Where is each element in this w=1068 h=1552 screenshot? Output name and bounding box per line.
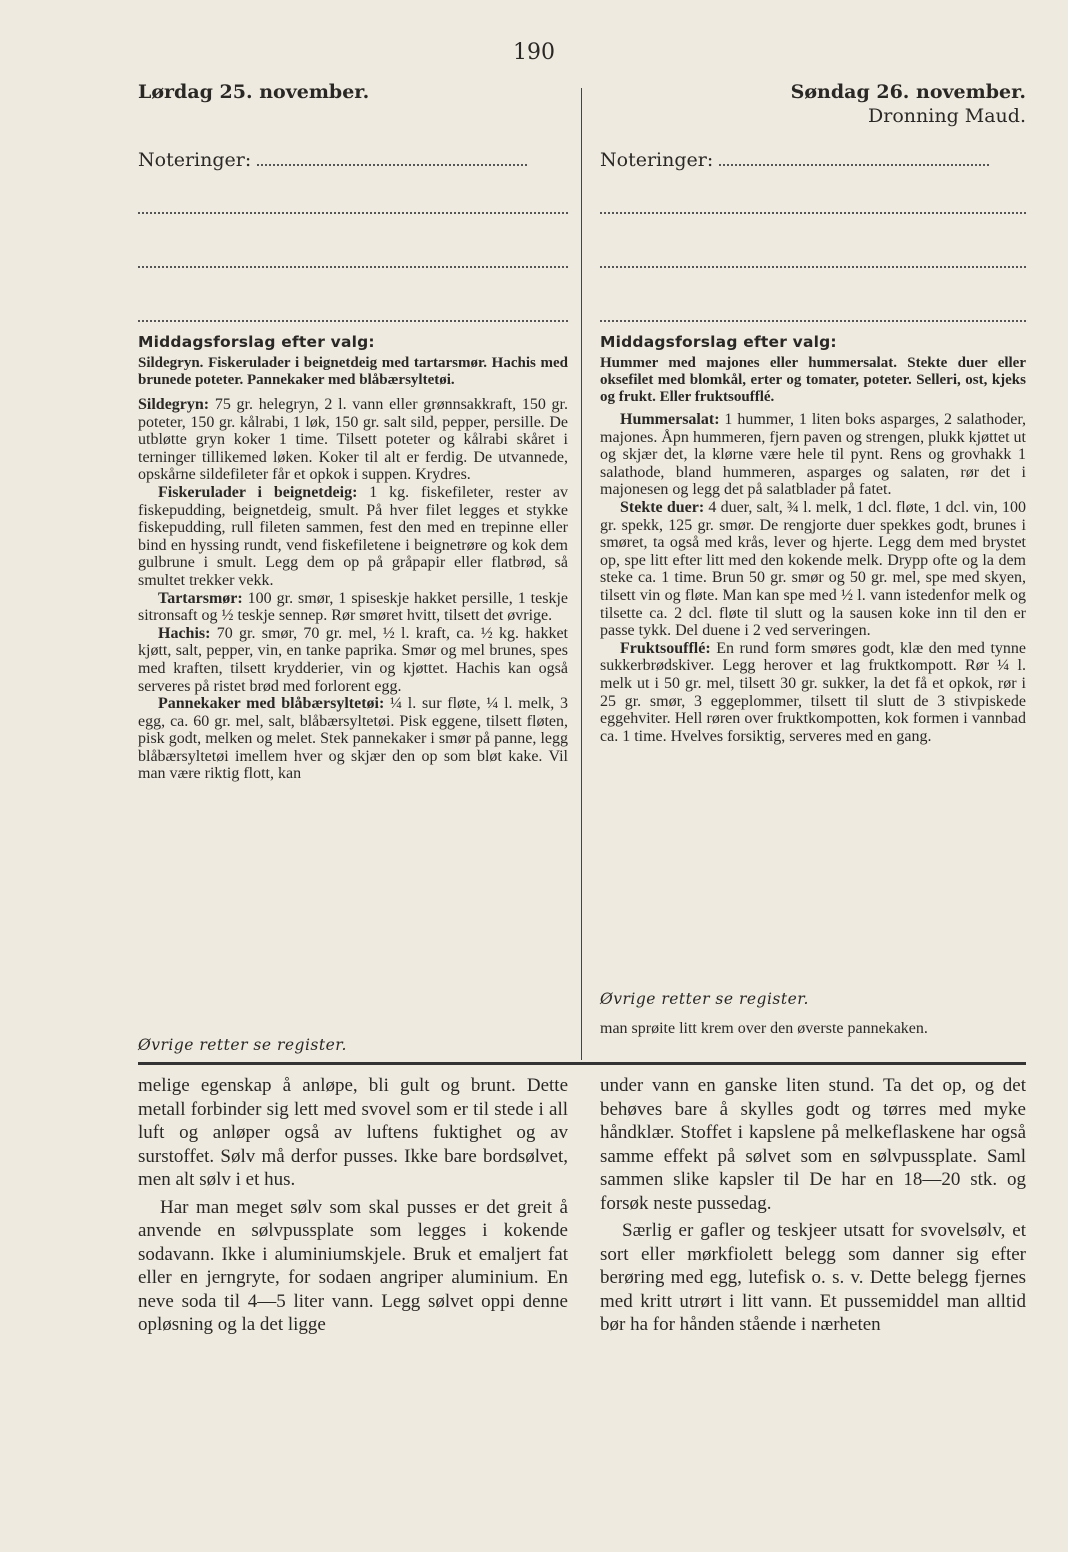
left-dinner-suggestions <box>138 332 568 783</box>
right-suggestion-text: Hummer med majones eller hummersalat. Stekte duer eller oksefilet med blomkål, erter og tomater, poteter. Selleri, ost, kjeks og frukt. Eller fruktsoufflé. <box>600 355 1026 405</box>
right-article <box>600 1074 1026 1337</box>
right-recipes <box>600 411 1026 745</box>
right-continuation-text: man sprøite litt krem over den øverste pannekaken. <box>600 1020 928 1037</box>
recipe: Fruktsoufflé: En rund form smøres godt, klæ den med tynne sukkerbrødskiver. Legg herover et lag fruktkompott. Rør ¼ l. melk ut i 50 gr. mel, tilsett 30 gr. sukker, la det få et opkok, rør i 25 gr. smør, 3 eggeplommer, tilsett til slutt de 3 stivpiskede eggehviter. Hell røren over fruktkompotten, kok formen i vannbad ca. 1 time. Hvelves forsiktig, serveres med en gang. <box>600 639 1026 745</box>
article-paragraph: under vann en ganske liten stund. Ta det op, og det behøves bare å skylles godt og tørres med myke håndklær. Stoffet i kapslene på melkeflaskene har også samme effekt på sølvet som en sølvpussplate. Saml sammen slike kapsler til De har en 18—20 stk. og forsøk neste pussedag. <box>600 1075 1026 1214</box>
left-recipes <box>138 396 568 783</box>
recipe: Sildegryn: 75 gr. helegryn, 2 l. vann eller grønnsakkraft, 150 gr. poteter, 150 gr. kålrabi, 1 løk, 150 gr. salt sild, pepper, persille. De utbløtte gryn koker 1 time. Tilsett poteter og kålrabi skåret i terninger tillikemed løken. Koker til alt er ferdig. De utvannede, opskårne sildefileter får et opkok i suppen. Krydres. <box>138 396 568 484</box>
left-header <box>138 80 568 104</box>
left-notes <box>138 148 568 322</box>
recipe: Hummersalat: 1 hummer, 1 liten boks asparges, 2 salathoder, majones. Åpn hummeren, fjern paven og strengen, plukk kjøttet ut og skjær det, la klørne være hele til pynt. Rens og grovhakk 1 salathode, bland hummeren, asparges og salaten, rør det i majonesen og legg det på salatblader på fatet. <box>600 411 1026 499</box>
article-paragraph: Har man meget sølv som skal pusses er det greit å anvende en sølvpussplate som legges i kokende sodavann. Ikke i aluminiumskjele. Bruk et emaljert fat eller en jerngryte, for sodaen angriper aluminium. En neve soda til 4—5 liter vann. Legg sølvet oppi denne opløsning og la det ligge <box>138 1196 568 1335</box>
article-paragraph: melige egenskap å anløpe, bli gult og brunt. Dette metall forbinder sig lett med svovel som er til stede i all luft og anløper også av luftens fuktighet og av surstoffet. Sølv må derfor pusses. Ikke bare bordsølvet, men alt sølv i et hus. <box>138 1075 568 1190</box>
recipe: Tartarsmør: 100 gr. smør, 1 spiseskje hakket persille, 1 teskje sitronsaft og ½ teskje sennep. Rør smøret hvitt, tilsett det øvrige. <box>138 589 568 625</box>
left-notes-line <box>138 266 568 268</box>
left-other-dishes <box>138 1036 568 1054</box>
recipe: Stekte duer: 4 duer, salt, ¾ l. melk, 1 dcl. fløte, 1 dcl. vin, 100 gr. spekk, 125 gr. smør. De rengjorte duer spekkes godt, brunes i smøret, ta også med krås, lever og hjerte. Legg dem med brystet op, spe litt efter litt med den kokende melk. Drypp ofte og la dem steke ca. 1 time. Brun 50 gr. smør og 50 gr. mel, spe med skyen, tilsett vin og fløte. Man kan spe med ½ l. vann istedenfor melk og tilsette ca. 2 dcl. fløte til slutt og la sausen koke inn til den er passe tykk. Del duene i 2 ved serveringen. <box>600 498 1027 640</box>
left-notes-label: Noteringer: <box>138 149 252 171</box>
right-date: Søndag 26. november. <box>790 81 1026 103</box>
right-notes-line <box>600 266 1026 268</box>
left-date: Lørdag 25. november. <box>138 81 370 103</box>
right-notes-line <box>600 320 1026 322</box>
right-notes-label: Noteringer: <box>600 149 714 171</box>
recipe: Pannekaker med blåbærsyltetøi: ¼ l. sur fløte, ¼ l. melk, 3 egg, ca. 60 gr. mel, salt, blåbærsyltetøi. Pisk eggene, tilsett fløten, pisk godt, melken og melet. Stek pannekaker i smør på panne, legg blåbærsyltetøi imellem hver og skjær den op som bløt kake. Vil man være riktig flott, kan <box>138 695 568 783</box>
left-suggestion-text: Sildegryn. Fiskerulader i beignetdeig med tartarsmør. Hachis med brunede poteter. Pannekaker med blåbærsyltetøi. <box>138 355 568 388</box>
page-number: 190 <box>513 40 555 65</box>
left-notes-line <box>138 320 568 322</box>
left-article <box>138 1074 568 1337</box>
right-other-dishes <box>600 990 1026 1008</box>
column-divider <box>581 88 582 1060</box>
right-subtitle: Dronning Maud. <box>868 105 1026 127</box>
left-notes-line <box>138 212 568 214</box>
right-notes <box>600 148 1026 322</box>
right-notes-line <box>600 212 1026 214</box>
right-suggestion-heading: Middagsforslag efter valg: <box>600 333 837 351</box>
right-notes-line <box>719 164 989 166</box>
recipe: Hachis: 70 gr. smør, 70 gr. mel, ½ l. kraft, ca. ½ kg. hakket kjøtt, salt, pepper, vin, en tanke paprika. Smør og mel brunes, spes med kraften, tilsett krydderier, vin og kjøttet. Hachis kan også serveres på ristet brød med forlorent egg. <box>138 624 568 695</box>
right-other-note: Øvrige retter se register. <box>600 990 809 1008</box>
section-divider <box>138 1062 1026 1065</box>
article-paragraph: Særlig er gafler og teskjeer utsatt for svovelsølv, et sort eller mørkfiolett belegg som danner sig efter berøring med egg, lutefisk o. s. v. Dette belegg fjernes med kritt utrørt i litt vann. Et pussemiddel man alltid bør ha for hånden stående i nærheten <box>600 1220 1026 1335</box>
recipe: Fiskerulader i beignetdeig: 1 kg. fiskefileter, rester av fiskepudding, beignetdeig, smult. På hver filet legges et stykke fiskepudding, rull fileten sammen, fest den med en trepinne eller bind en hyssing rundt, vend fiskefiletene i beignetrøre og kok dem gulbrune i smult. Legg dem op på gråpapir eller flatbrød, så smultet trekker vekk. <box>138 483 568 589</box>
right-header <box>600 80 1026 128</box>
right-dinner-suggestions <box>600 332 1026 745</box>
right-continuation <box>600 1020 1026 1038</box>
left-notes-line <box>257 164 527 166</box>
left-other-note: Øvrige retter se register. <box>138 1036 347 1054</box>
left-suggestion-heading: Middagsforslag efter valg: <box>138 333 375 351</box>
